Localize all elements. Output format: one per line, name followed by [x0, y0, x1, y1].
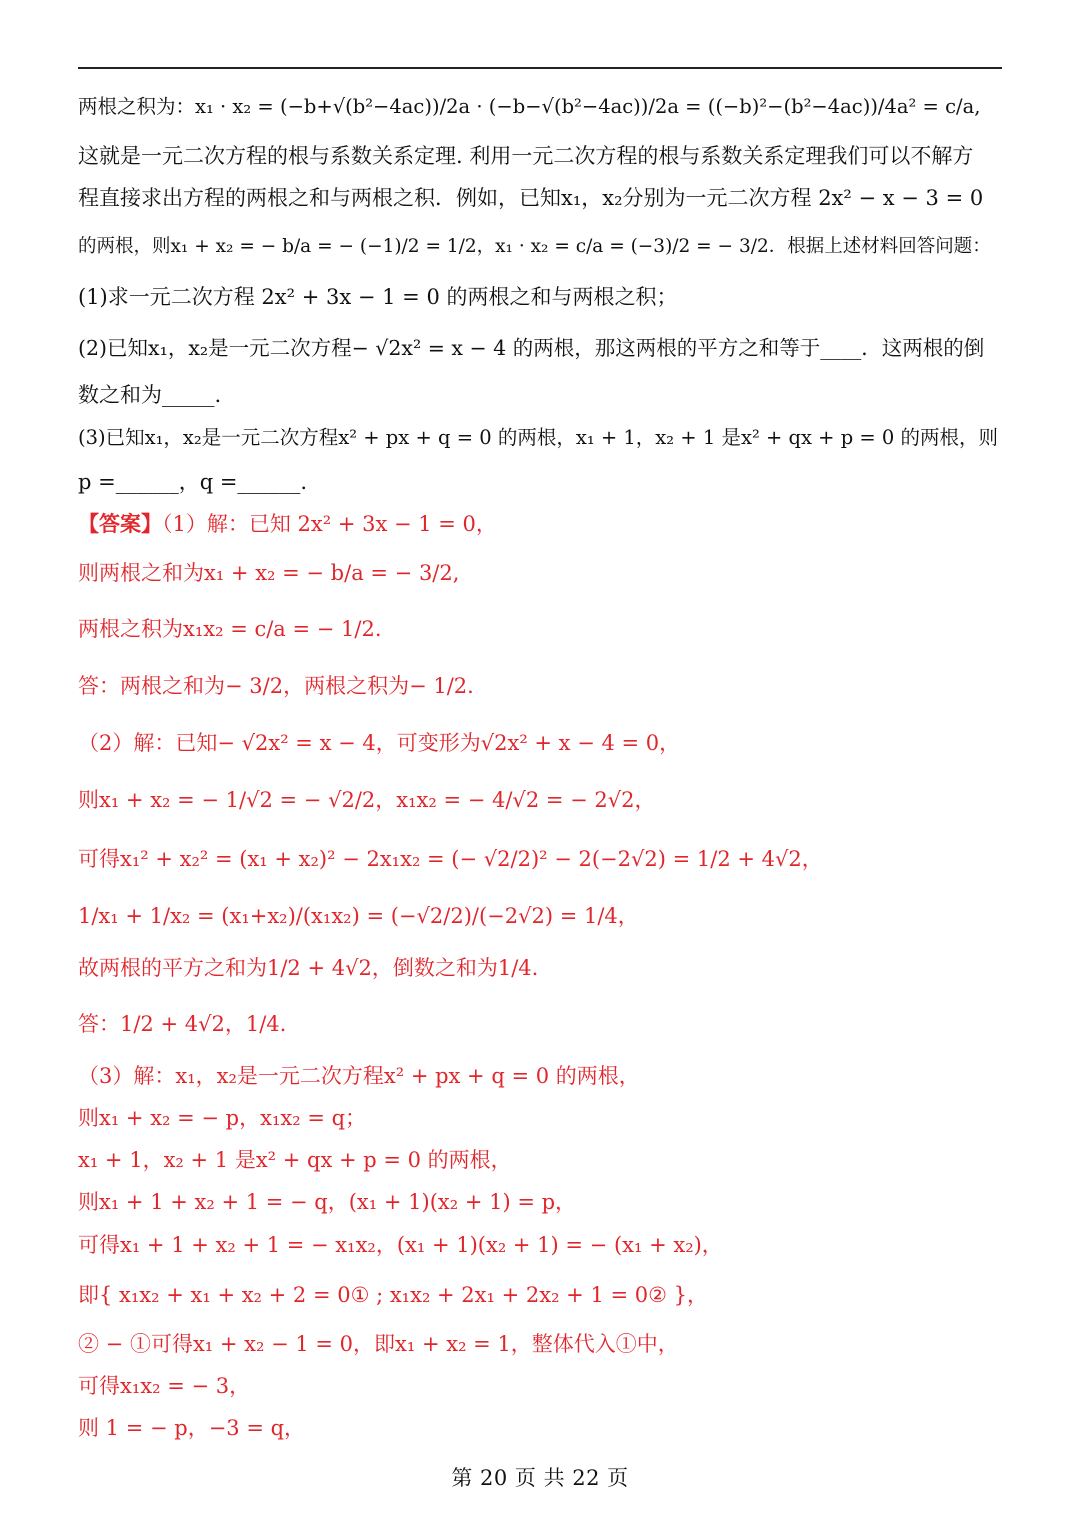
answer-line: 答：两根之和为− 3/2，两根之积为− 1/2.: [78, 674, 474, 698]
answer-line: 则x₁ + x₂ = − p，x₁x₂ = q；: [78, 1106, 367, 1130]
answer-line: 可得x₁x₂ = − 3，: [78, 1374, 251, 1398]
answer-line: ② − ①可得x₁ + x₂ − 1 = 0，即x₁ + x₂ = 1，整体代入①中，: [78, 1332, 679, 1356]
answer-text: （1）解：已知 2x² + 3x − 1 = 0，: [162, 512, 497, 536]
question-line: 程直接求出方程的两根之和与两根之积．例如，已知x₁，x₂分别为一元二次方程 2x² − x − 3 = 0: [78, 186, 984, 210]
answer-line: 则x₁ + x₂ = − 1/√2 = − √2/2，x₁x₂ = − 4/√2 = − 2√2，: [78, 788, 656, 812]
answer-line: 故两根的平方之和为1/2 + 4√2，倒数之和为1/4.: [78, 956, 539, 980]
answer-line: （2）解：已知− √2x² = x − 4，可变形为√2x² + x − 4 = 0，: [78, 731, 681, 755]
answer-label: 【答案】: [78, 511, 162, 536]
question-part-2: (2)已知x₁，x₂是一元二次方程− √2x² = x − 4 的两根，那这两根的平方之和等于____．这两根的倒: [78, 336, 985, 360]
answer-line: 可得x₁² + x₂² = (x₁ + x₂)² − 2x₁x₂ = (− √2/2)² − 2(−2√2) = 1/2 + 4√2，: [78, 847, 823, 871]
question-part-3: (3)已知x₁，x₂是一元二次方程x² + px + q = 0 的两根，x₁ + 1，x₂ + 1 是x² + qx + p = 0 的两根，则: [78, 426, 999, 449]
page-footer: 第 20 页 共 22 页: [451, 1466, 629, 1490]
answer-line: [78, 513, 497, 535]
answer-line: 1/x₁ + 1/x₂ = (x₁+x₂)/(x₁x₂) = (−√2/2)/(−2√2) = 1/4，: [78, 904, 639, 928]
question-line: 这就是一元二次方程的根与系数关系定理. 利用一元二次方程的根与系数关系定理我们可以不解方: [78, 144, 974, 168]
question-line: 两根之积为：x₁ · x₂ = (−b+√(b²−4ac))/2a · (−b−√(b²−4ac))/2a = ((−b)²−(b²−4ac))/4a² = c/a,: [78, 95, 981, 118]
answer-line: 两根之积为x₁x₂ = c/a = − 1/2.: [78, 617, 382, 641]
question-line: p =______，q =______.: [78, 470, 308, 494]
question-line: 数之和为_____.: [78, 383, 222, 407]
header-rule: [78, 67, 1002, 69]
answer-line: 答：1/2 + 4√2，1/4.: [78, 1012, 287, 1036]
answer-line: 则x₁ + 1 + x₂ + 1 = − q，(x₁ + 1)(x₂ + 1) = p，: [78, 1190, 577, 1214]
answer-line: 可得x₁ + 1 + x₂ + 1 = − x₁x₂，(x₁ + 1)(x₂ + 1) = − (x₁ + x₂)，: [78, 1233, 723, 1257]
answer-system: 即{ x₁x₂ + x₁ + x₂ + 2 = 0① ; x₁x₂ + 2x₁ + 2x₂ + 1 = 0② }，: [78, 1283, 708, 1307]
answer-line: x₁ + 1，x₂ + 1 是x² + qx + p = 0 的两根，: [78, 1148, 512, 1172]
answer-line: （3）解：x₁，x₂是一元二次方程x² + px + q = 0 的两根，: [78, 1064, 640, 1088]
question-part-1: (1)求一元二次方程 2x² + 3x − 1 = 0 的两根之和与两根之积；: [78, 285, 678, 309]
answer-line: 则 1 = − p，−3 = q，: [78, 1416, 306, 1440]
question-line: 的两根，则x₁ + x₂ = − b/a = − (−1)/2 = 1/2，x₁ · x₂ = c/a = (−3)/2 = − 3/2．根据上述材料回答问题：: [78, 236, 991, 257]
answer-line: 则两根之和为x₁ + x₂ = − b/a = − 3/2,: [78, 561, 460, 585]
